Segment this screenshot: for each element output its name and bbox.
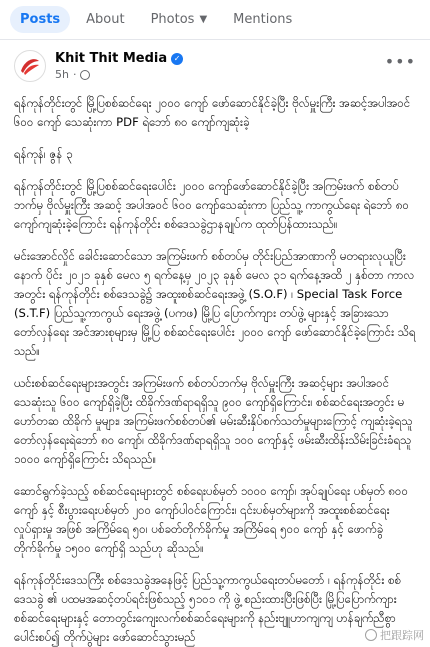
- post-paragraph: မင်းအောင်လှိုင် ခေါင်းဆောင်သော အကြမ်းဖက် စစ်တပ်မှ တိုင်းပြည်အာဏာကို မတရားလုယူပြီးနောက် ပိုင်း ၂၀၂၁ ခုနှစ် မေလ ၅ ရက်နေ့မှ ၂၀၂၃ ခုနှစ် မေလ ၃၁ ရက်နေ့အထိ ၂ နှစ်တာ ကာလအတွင်း ရန်ကုန်တိုင်း စစ်ဒေသခွဲ၌ အထူးစစ်ဆင်ရေးအဖွဲ့ (S.O.F) ၊ Special Task Force (S.T.F) ပြည်သူ့ကာကွယ် ရေးအဖွဲ့ (ပကဖ) မြို့ပြ ပြောက်ကျား တပ်ဖွဲ့ များနှင့် အခြားသော တော်လှန်ရေး အင်အားစုများမှ မြို့ပြ စစ်ဆင်ရေးပေါင်း ၂၀၀၀ ကျော် ဖော်ဆောင်နိုင်ခဲ့ကြောင်း သိရသည်။: [14, 249, 416, 358]
- globe-icon: [80, 70, 90, 80]
- author-name[interactable]: Khit Thit Media: [55, 51, 168, 66]
- khit-thit-logo-icon: [15, 51, 45, 81]
- author-row: [55, 51, 183, 66]
- tab-posts-label: Posts: [20, 12, 61, 27]
- post-dateline: ရန်ကုန်၊ ဇွန် ၃: [14, 147, 73, 161]
- more-options-icon[interactable]: •••: [384, 52, 416, 71]
- tab-about[interactable]: [76, 6, 134, 33]
- watermark-icon: [365, 629, 377, 641]
- tab-mentions[interactable]: [223, 6, 302, 33]
- tab-about-label: About: [86, 12, 125, 27]
- tab-photos[interactable]: [141, 6, 218, 33]
- post-paragraph: ယင်းစစ်ဆင်ရေးများအတွင်း အကြမ်းဖက် စစ်တပ်ဘက်မှ ဗိုလ်မှူးကြီး အဆင့်များ အပါအဝင် သေဆုံးသူ ၆၀၀ ကျော်ရှိခဲ့ပြီး ထိခိုက်ဒဏ်ရာရရှိသူ ၉၀၀ ကျော်ရှိကြောင်း၊ စစ်ဆင်ရေးအတွင်း မဟော်တဆ ထိခိုက် မှုများ၊ အကြမ်းဖက်စစ်တပ်၏ မမ်းဆီးနှိပ်စက်သတ်မှုများကြောင့် ကျဆုံးခဲ့ရသူ တော်လှန်ရေးရဲဘော် ၈၀ ကျော်၊ ထိခိုက်ဒဏ်ရာရရှိသူ ၁၀၀ ကျော်နှင့် ဖမ်းဆီးထိန်းသိမ်းခြင်းခံရသူ ၁၀၀၀ ကျော်ရှိကြောင်း သိရသည်။: [14, 376, 413, 466]
- tab-mentions-label: Mentions: [233, 12, 293, 27]
- post-paragraph: ရန်ကုန်တိုင်းဒေသကြီး စစ်ဒေသခွဲအနေဖြင့် ပြည်သူ့ကာကွယ်ရေးတပ်မတော် ၊ ရန်ကုန်တိုင်း စစ်ဒေသခွဲ ၏ ပထမအဆင့်တပ်ရင်းဖြစ်သည့် ၅၁၀၁ ကို ဖွဲ့ စည်းထားပြီးဖြစ်ပြီး မြို့ပြပြောက်ကျား စစ်ဆင်ရေးများနှင့် တောတွင်းကျေးလက်စစ်ဆင်ရေးများကို နည်းဗျူဟာကျကျ ဟန်ချက်ညီစွာ ပေါင်းစပ်၍ တိုက်ပွဲများ ဖော်ဆောင်သွားမည်: [14, 573, 402, 644]
- post-headline: ရန်ကုန်တိုင်းတွင် မြို့ပြစစ်ဆင်ရေး ၂၀၀၀ ကျော် ဖော်ဆောင်နိုင်ခဲ့ပြီး ဗိုလ်မှူးကြီး အဆင့်အပါအဝင် ၆၀၀ ကျော် သေဆုံးကာ PDF ရဲဘော် ၈၀ ကျော်ကျဆုံးခဲ့: [14, 96, 411, 129]
- chevron-down-icon: ▼: [199, 14, 208, 25]
- time-row: [55, 68, 183, 81]
- profile-tabs: [0, 0, 430, 40]
- tab-posts[interactable]: [10, 6, 70, 33]
- watermark: [365, 627, 424, 643]
- verified-badge-icon: ✓: [171, 53, 183, 65]
- post-body: [0, 88, 430, 647]
- post-paragraph: ရန်ကုန်တိုင်းတွင် မြို့ပြစစ်ဆင်ရေးပေါင်း ၂၀၀၀ ကျော်ဖော်ဆောင်နိုင်ခဲ့ပြီး အကြမ်းဖက် စစ်တပ်ဘက်မှ ဗိုလ်မှူးကြီး အဆင့် အပါအဝင် ၆၀၀ ကျော်သေဆုံးကာ ပြည်သူ့ ကာကွယ်ရေး ရဲဘော် ၈၀ ကျော်ကျဆုံးခဲ့ကြောင်း ရန်ကုန်တိုင်း စစ်ဒေသခွဲဌာနချုပ်က ထုတ်ပြန်ထားသည်။: [14, 179, 409, 231]
- dot-separator: ·: [72, 68, 77, 81]
- post-header: [0, 40, 430, 88]
- post-time[interactable]: 5h: [55, 68, 69, 81]
- post-paragraph: ဆောင်ရွက်ခဲ့သည့် စစ်ဆင်ရေးများတွင် စစ်ရေးပစ်မှတ် ၁၀၀၀ ကျော်၊ အုပ်ချုပ်ရေး ပစ်မှတ် ၈၀၀ ကျော် နှင့် စီးပွားရေးပစ်မှတ် ၂၀၀ ကျော်ပါဝင်ကြောင်း၊ ၎င်းပစ်မှတ်များကို အထူးစစ်ဆင်ရေး လှုပ်ရှားမှု အဖြစ် အကြိမ်ရေ ၅၀၊ ပစ်ခတ်တိုက်ခိုက်မှု အကြိမ်ရေ ၅၀၀ ကျော် နှင့် ဖောက်ခွဲတိုက်ခိုက်မှု ၁၅၀၀ ကျော်ရှိ သည်ဟု ဆိုသည်။: [14, 484, 409, 555]
- post-meta: [55, 51, 183, 81]
- watermark-text: 把跟踪网: [380, 629, 424, 642]
- tab-photos-label: Photos: [150, 12, 195, 27]
- avatar[interactable]: [14, 50, 46, 82]
